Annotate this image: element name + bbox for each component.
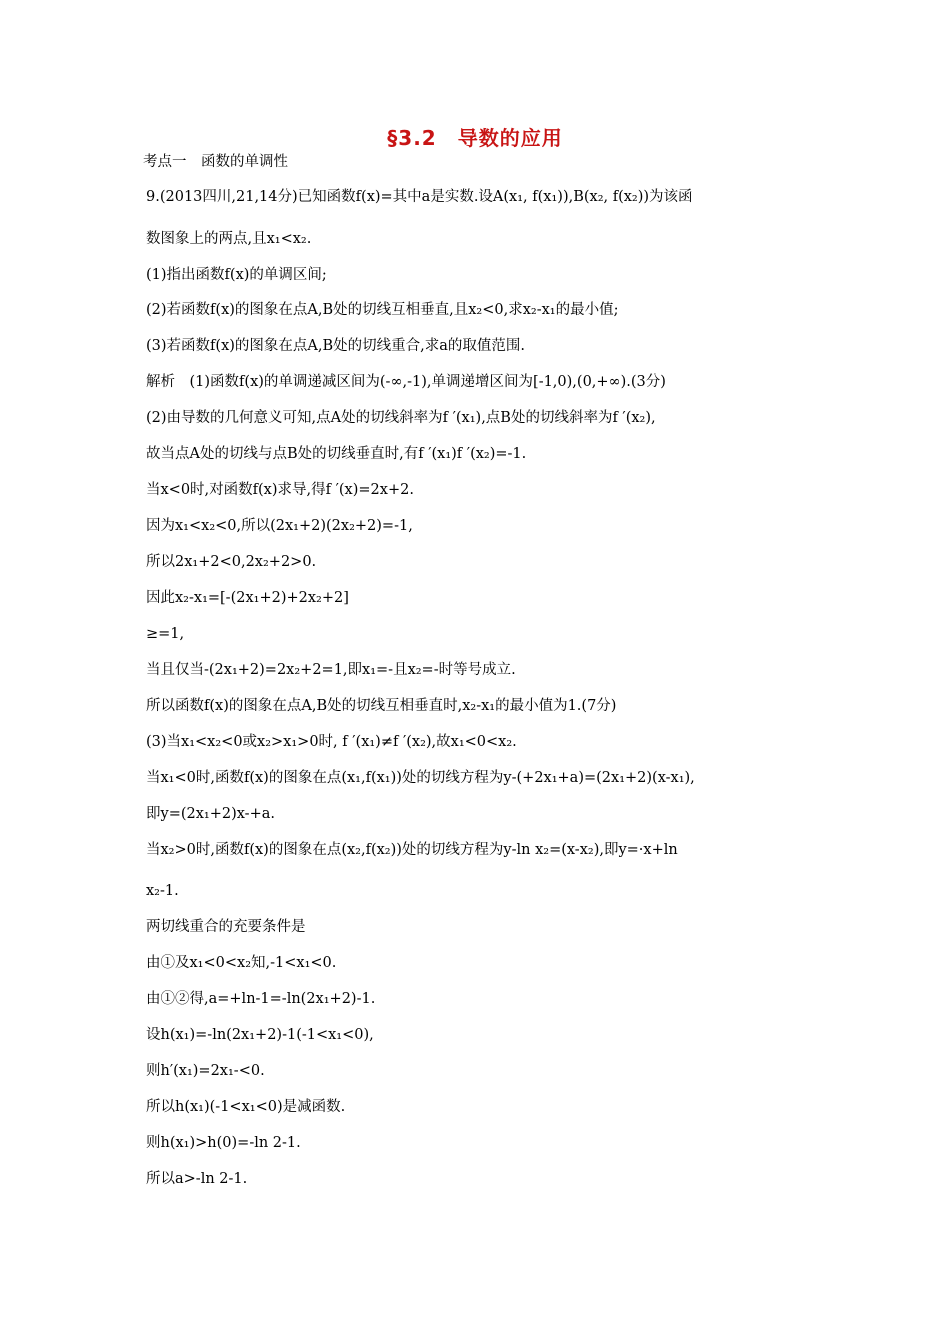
text-line: 当x₁<0时,函数f(x)的图象在点(x₁,f(x₁))处的切线方程为y-(+2x₁+a)=(2x₁+2)(x-x₁), — [146, 770, 695, 786]
text-line: x₂-1. — [146, 883, 179, 899]
text-line: (3)若函数f(x)的图象在点A,B处的切线重合,求a的取值范围. — [146, 338, 525, 354]
text-line: 数图象上的两点,且x₁<x₂. — [146, 231, 312, 247]
text-line: 由①②得,a=+ln-1=-ln(2x₁+2)-1. — [146, 991, 376, 1007]
text-line: 因此x₂-x₁=[-(2x₁+2)+2x₂+2] — [146, 590, 349, 606]
text-line: 所以a>-ln 2-1. — [146, 1171, 248, 1187]
text-line: (3)当x₁<x₂<0或x₂>x₁>0时, f ′(x₁)≠f ′(x₂),故x₁<0<x₂. — [146, 734, 517, 750]
text-line: (2)若函数f(x)的图象在点A,B处的切线互相垂直,且x₂<0,求x₂-x₁的最小值; — [146, 302, 619, 318]
text-line: 即y=(2x₁+2)x-+a. — [146, 806, 275, 822]
text-line: 所以h(x₁)(-1<x₁<0)是减函数. — [146, 1099, 346, 1115]
text-line: 解析 (1)函数f(x)的单调递减区间为(-∞,-1),单调递增区间为[-1,0),(0,+∞).(3分) — [146, 374, 666, 390]
text-line: 所以函数f(x)的图象在点A,B处的切线互相垂直时,x₂-x₁的最小值为1.(7分) — [146, 698, 617, 714]
text-line: 故当点A处的切线与点B处的切线垂直时,有f ′(x₁)f ′(x₂)=-1. — [146, 446, 527, 462]
page-title: §3.2 导数的应用 — [387, 126, 563, 150]
text-line: 则h′(x₁)=2x₁-<0. — [146, 1063, 265, 1079]
text-line: (2)由导数的几何意义可知,点A处的切线斜率为f ′(x₁),点B处的切线斜率为f ′(x₂), — [146, 410, 656, 426]
text-line: 当x₂>0时,函数f(x)的图象在点(x₂,f(x₂))处的切线方程为y-ln x₂=(x-x₂),即y=·x+ln — [146, 842, 678, 858]
text-line: ≥=1, — [146, 626, 185, 642]
section-heading: 考点一 函数的单调性 — [143, 154, 288, 170]
text-line: (1)指出函数f(x)的单调区间; — [146, 267, 327, 283]
text-line: 当且仅当-(2x₁+2)=2x₂+2=1,即x₁=-且x₂=-时等号成立. — [146, 662, 516, 678]
text-line: 则h(x₁)>h(0)=-ln 2-1. — [146, 1135, 301, 1151]
text-line: 所以2x₁+2<0,2x₂+2>0. — [146, 554, 317, 570]
text-line: 两切线重合的充要条件是 — [146, 919, 306, 935]
text-line: 设h(x₁)=-ln(2x₁+2)-1(-1<x₁<0), — [146, 1027, 374, 1043]
text-line: 由①及x₁<0<x₂知,-1<x₁<0. — [146, 955, 337, 971]
text-line: 9.(2013四川,21,14分)已知函数f(x)=其中a是实数.设A(x₁, f(x₁)),B(x₂, f(x₂))为该函 — [146, 189, 693, 205]
text-line: 当x<0时,对函数f(x)求导,得f ′(x)=2x+2. — [146, 482, 414, 498]
text-line: 因为x₁<x₂<0,所以(2x₁+2)(2x₂+2)=-1, — [146, 518, 413, 534]
